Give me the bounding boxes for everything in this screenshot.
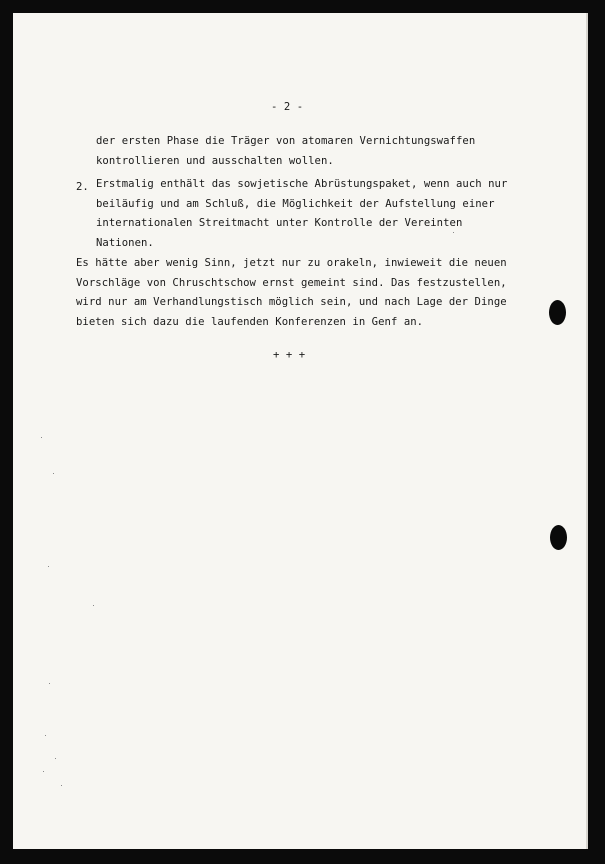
scan-speck	[61, 785, 62, 786]
list-item-line-3: internationalen Streitmacht unter Kontrolle der Vereinten	[96, 217, 463, 229]
paragraph-line-4: bieten sich dazu die laufenden Konferenzen in Genf an.	[76, 316, 424, 328]
scan-speck	[48, 566, 49, 567]
page-number: - 2 -	[271, 101, 304, 113]
scan-speck	[453, 232, 454, 233]
scan-speck	[45, 735, 46, 736]
end-mark: + + +	[273, 349, 306, 361]
scan-speck	[41, 437, 42, 438]
scan-speck	[55, 758, 56, 759]
punch-hole-upper	[549, 300, 566, 325]
continuation-line-2: kontrollieren und ausschalten wollen.	[96, 155, 334, 167]
scan-speck	[53, 473, 54, 474]
scan-speck	[43, 771, 44, 772]
scan-speck	[49, 683, 50, 684]
list-item-line-1: Erstmalig enthält das sowjetische Abrüstungspaket, wenn auch nur	[96, 178, 508, 190]
paragraph-line-2: Vorschläge von Chruschtschow ernst gemeint sind. Das festzustellen,	[76, 277, 507, 289]
list-item-line-2: beiläufig und am Schluß, die Möglichkeit der Aufstellung einer	[96, 198, 495, 210]
list-item-number: 2.	[76, 181, 89, 193]
punch-hole-lower	[550, 525, 567, 550]
sheet-edge	[586, 13, 588, 849]
list-item-line-4: Nationen.	[96, 237, 154, 249]
document-sheet	[13, 13, 588, 849]
paragraph-line-3: wird nur am Verhandlungstisch möglich sein, und nach Lage der Dinge	[76, 296, 507, 308]
paragraph-line-1: Es hätte aber wenig Sinn, jetzt nur zu orakeln, inwieweit die neuen	[76, 257, 507, 269]
scan-speck	[93, 605, 94, 606]
continuation-line-1: der ersten Phase die Träger von atomaren Vernichtungswaffen	[96, 135, 476, 147]
